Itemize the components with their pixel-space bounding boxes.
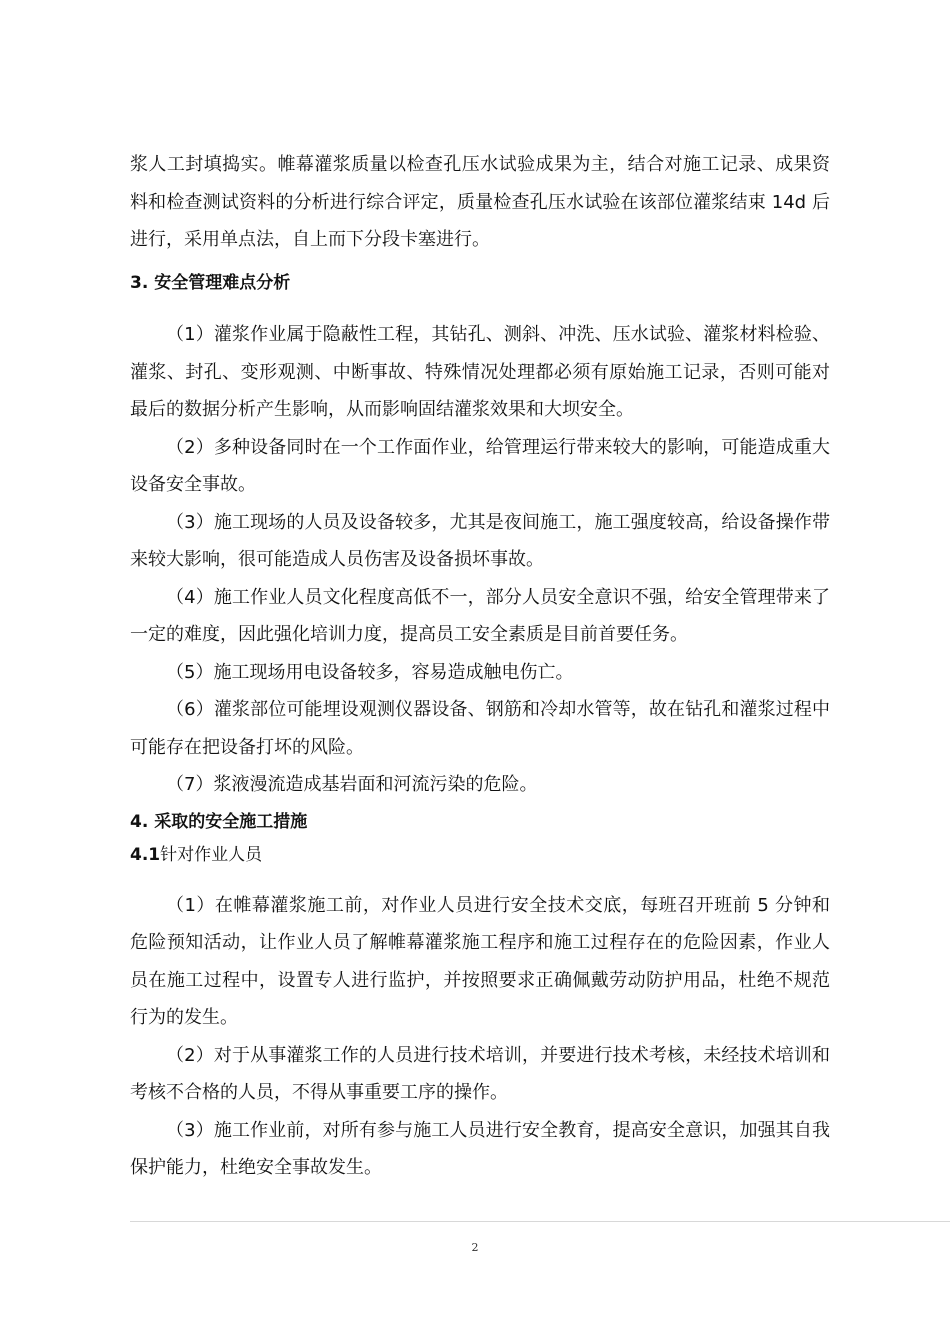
section-3-item-4: （4）施工作业人员文化程度高低不一，部分人员安全意识不强，给安全管理带来了一定的难度，因此强化培训力度，提高员工安全素质是目前首要任务。 <box>130 586 830 645</box>
intro-paragraph: 浆人工封填捣实。帷幕灌浆质量以检查孔压水试验成果为主，结合对施工记录、成果资料和检查测试资料的分析进行综合评定，质量检查孔压水试验在该部位灌浆结束 14d 后进行，采用单点法，自上而下分段卡塞进行。 <box>130 154 830 250</box>
document-body <box>130 146 830 1187</box>
section-4-item-3: （3）施工作业前，对所有参与施工人员进行安全教育，提高安全意识，加强其自我保护能力，杜绝安全事故发生。 <box>130 1119 830 1178</box>
footer-divider <box>130 1221 950 1222</box>
section-3-item-2: （2）多种设备同时在一个工作面作业，给管理运行带来较大的影响，可能造成重大设备安全事故。 <box>130 436 830 495</box>
section-3-item-3: （3）施工现场的人员及设备较多，尤其是夜间施工，施工强度较高，给设备操作带来较大影响，很可能造成人员伤害及设备损坏事故。 <box>130 511 830 570</box>
section-4-heading: 4. 采取的安全施工措施 <box>130 811 308 832</box>
section-3-item-5: （5）施工现场用电设备较多，容易造成触电伤亡。 <box>166 661 574 683</box>
subsection-title: 针对作业人员 <box>160 845 263 865</box>
section-3-item-1: （1）灌浆作业属于隐蔽性工程，其钻孔、测斜、冲洗、压水试验、灌浆材料检验、灌浆、封孔、变形观测、中断事故、特殊情况处理都必须有原始施工记录，否则可能对最后的数据分析产生影响，从而影响固结灌浆效果和大坝安全。 <box>130 324 830 420</box>
subsection-4-1-heading <box>130 837 830 875</box>
subsection-number: 4.1 <box>130 845 161 865</box>
section-3-item-7: （7）浆液漫流造成基岩面和河流污染的危险。 <box>166 774 538 795</box>
section-3-item-6: （6）灌浆部位可能埋设观测仪器设备、钢筋和冷却水管等，故在钻孔和灌浆过程中可能存在把设备打坏的风险。 <box>130 699 830 758</box>
page-number: 2 <box>471 1241 479 1254</box>
section-4-item-2: （2）对于从事灌浆工作的人员进行技术培训，并要进行技术考核，未经技术培训和考核不合格的人员，不得从事重要工序的操作。 <box>130 1044 830 1103</box>
section-3-heading: 3. 安全管理难点分析 <box>130 272 291 293</box>
section-4-item-1: （1）在帷幕灌浆施工前，对作业人员进行安全技术交底，每班召开班前 5 分钟和危险预知活动，让作业人员了解帷幕灌浆施工程序和施工过程存在的危险因素，作业人员在施工过程中，设置专人进行监护，并按照要求正确佩戴劳动防护用品，杜绝不规范行为的发生。 <box>130 894 830 1028</box>
